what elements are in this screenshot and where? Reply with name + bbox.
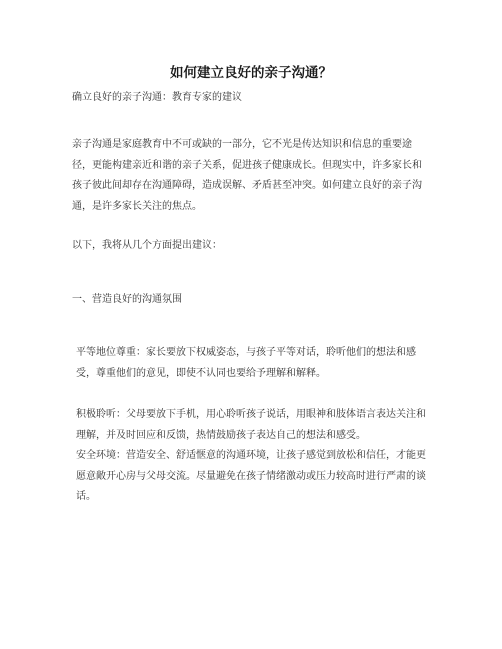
intro-paragraph: 亲子沟通是家庭教育中不可或缺的一部分，它不光是传达知识和信息的重要途径，更能构建亲近和谐的亲子关系，促进孩子健康成长。但现实中，许多家长和孩子彼此间却存在沟通障碍，造成误解、矛盾甚至冲突。如何建立良好的亲子沟通，是许多家长关注的焦点。 (72, 139, 422, 212)
section-heading: 一、营造良好的沟通氛围 (72, 294, 182, 305)
list-item-safe-environment: 安全环境：营造安全、舒适惬意的沟通环境，让孩子感觉到放松和信任，才能更愿意敞开心房与父母交流。尽量避免在孩子情绪激动或压力较高时进行严肃的谈话。 (76, 450, 426, 502)
lead-paragraph: 以下，我将从几个方面提出建议： (72, 240, 222, 251)
document-subtitle: 确立良好的亲子沟通：教育专家的建议 (72, 92, 242, 103)
list-item-equal-respect: 平等地位尊重：家长要放下权威姿态，与孩子平等对话，聆听他们的想法和感受，尊重他们的意见，即使不认同也要给予理解和解释。 (76, 347, 416, 379)
document-title: 如何建立良好的亲子沟通？ (170, 65, 332, 81)
list-item-active-listening: 积极聆听：父母要放下手机，用心聆听孩子说话，用眼神和肢体语言表达关注和理解，并及时回应和反馈，热情鼓励孩子表达自己的想法和感受。 (76, 409, 426, 441)
